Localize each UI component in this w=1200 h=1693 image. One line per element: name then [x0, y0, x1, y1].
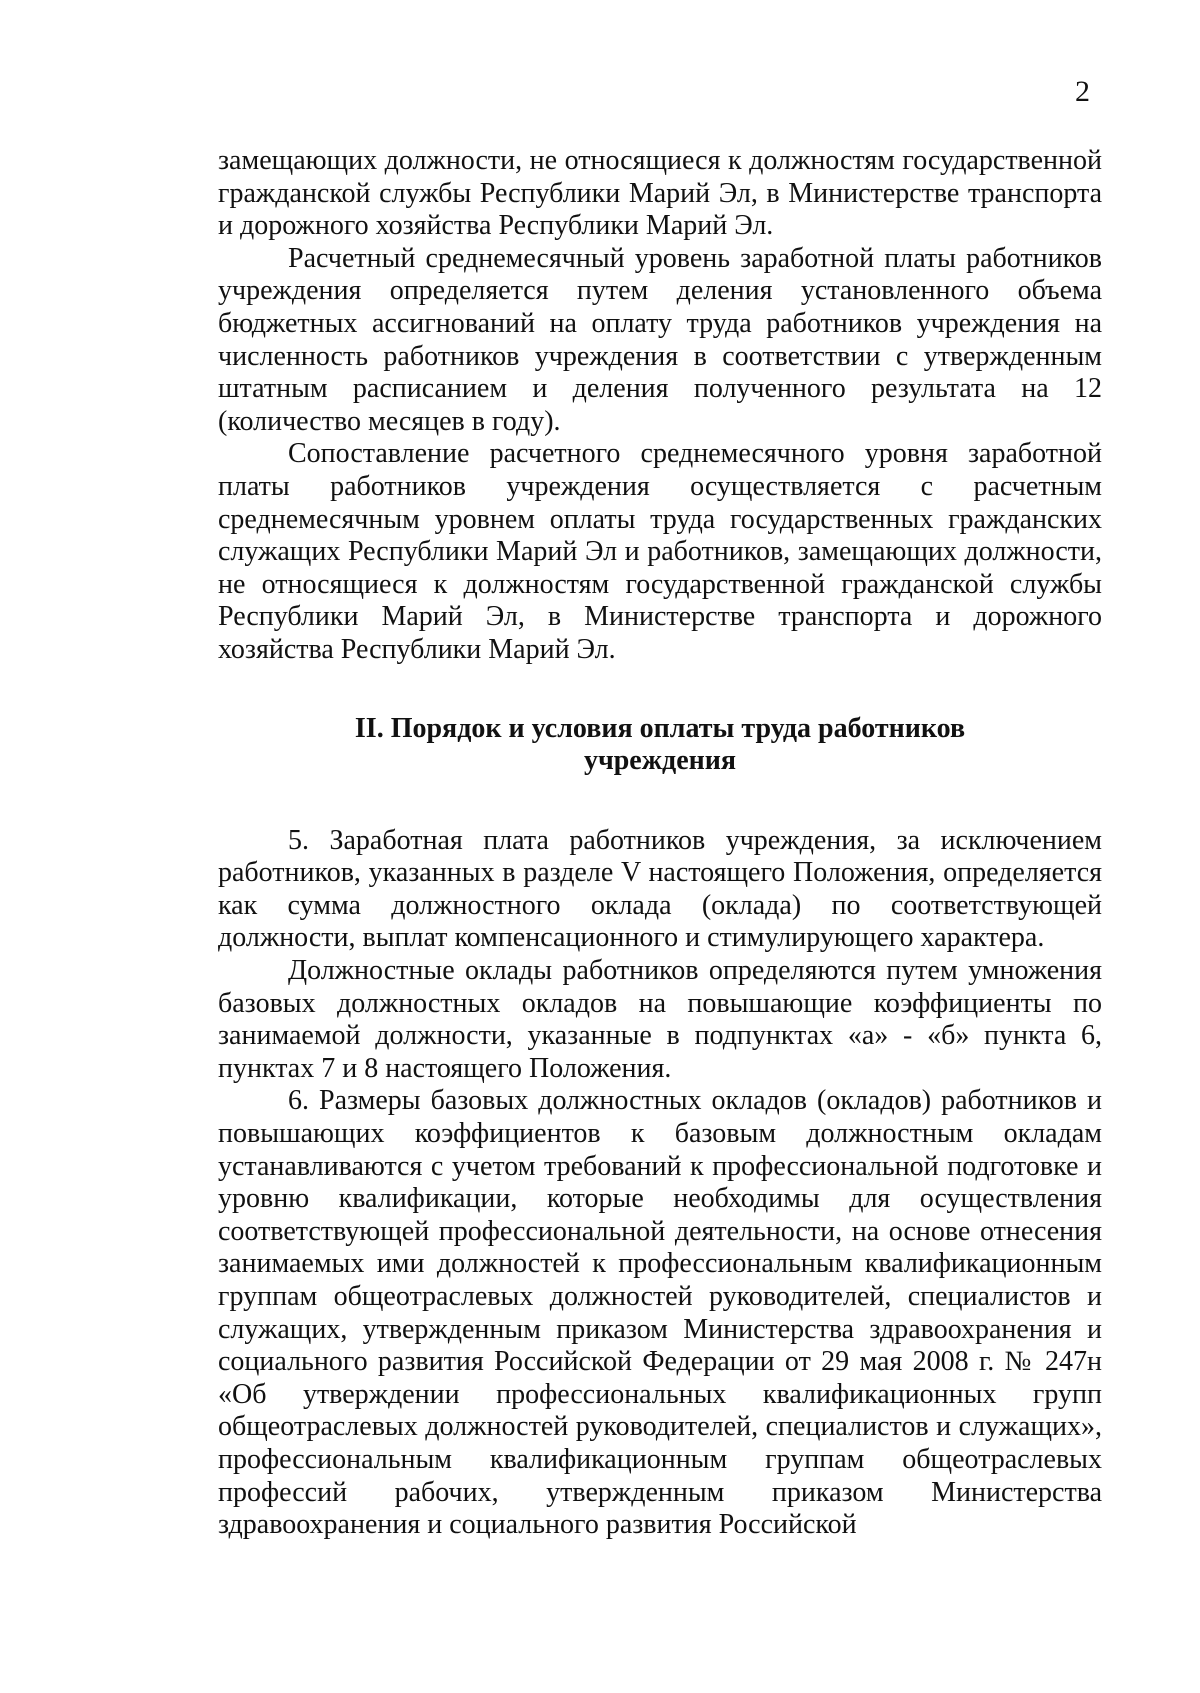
paragraph-item-6: 6. Размеры базовых должностных окладов (окладов) работников и повышающих коэффициентов к базовым должностным окладам устанавливаются с учетом требований к профессиональной подготовке и уровню квалификации, которые необходимы для осуществления соответствующей профессиональной деятельности, на основе отнесения занимаемых ими должностей к профессиональным квалификационным группам общеотраслевых должностей руководителей, специалистов и служащих, утвержденным приказом Министерства здравоохранения и социального развития Российской Федерации от 29 мая 2008 г. № 247н «Об утверждении профессиональных квалификационных групп общеотраслевых должностей руководителей, специалистов и служащих», профессиональным квалификационным группам общеотраслевых профессий рабочих, утвержденным приказом Министерства здравоохранения и социального развития Российской	[218, 1085, 1102, 1541]
paragraph-item-5: 5. Заработная плата работников учреждения, за исключением работников, указанных в разделе V настоящего Положения, определяется как сумма должностного оклада (оклада) по соответствующей должности, выплат компенсационного и стимулирующего характера.	[218, 824, 1102, 954]
section-heading-line-2: учреждения	[583, 745, 737, 777]
paragraph-official-salaries: Должностные оклады работников определяются путем умножения базовых должностных окладов на повышающие коэффициенты по занимаемой должности, указанные в подпунктах «а» - «б» пункта 6, пунктах 7 и 8 настоящего Положения.	[218, 955, 1102, 1084]
section-heading-line-1: II. Порядок и условия оплаты труда работников	[354, 712, 966, 744]
document-body	[218, 145, 1102, 1542]
paragraph-comparison: Сопоставление расчетного среднемесячного уровня заработной платы работников учреждения осуществляется с расчетным среднемесячным уровнем оплаты труда государственных гражданских служащих Республики Марий Эл и работников, замещающих должности, не относящиеся к должностям государственной гражданской службы Республики Марий Эл, в Министерстве транспорта и дорожного хозяйства Республики Марий Эл.	[218, 438, 1102, 665]
page-number: 2	[1075, 75, 1090, 108]
paragraph-continuation: замещающих должности, не относящиеся к должностям государственной гражданской службы Республики Марий Эл, в Министерстве транспорта и дорожного хозяйства Республики Марий Эл.	[218, 145, 1102, 242]
section-heading	[218, 713, 1102, 778]
paragraph-salary-level: Расчетный среднемесячный уровень заработной платы работников учреждения определяется путем деления установленного объема бюджетных ассигнований на оплату труда работников учреждения на численность работников учреждения в соответствии с утвержденным штатным расписанием и деления полученного результата на 12 (количество месяцев в году).	[218, 242, 1102, 437]
